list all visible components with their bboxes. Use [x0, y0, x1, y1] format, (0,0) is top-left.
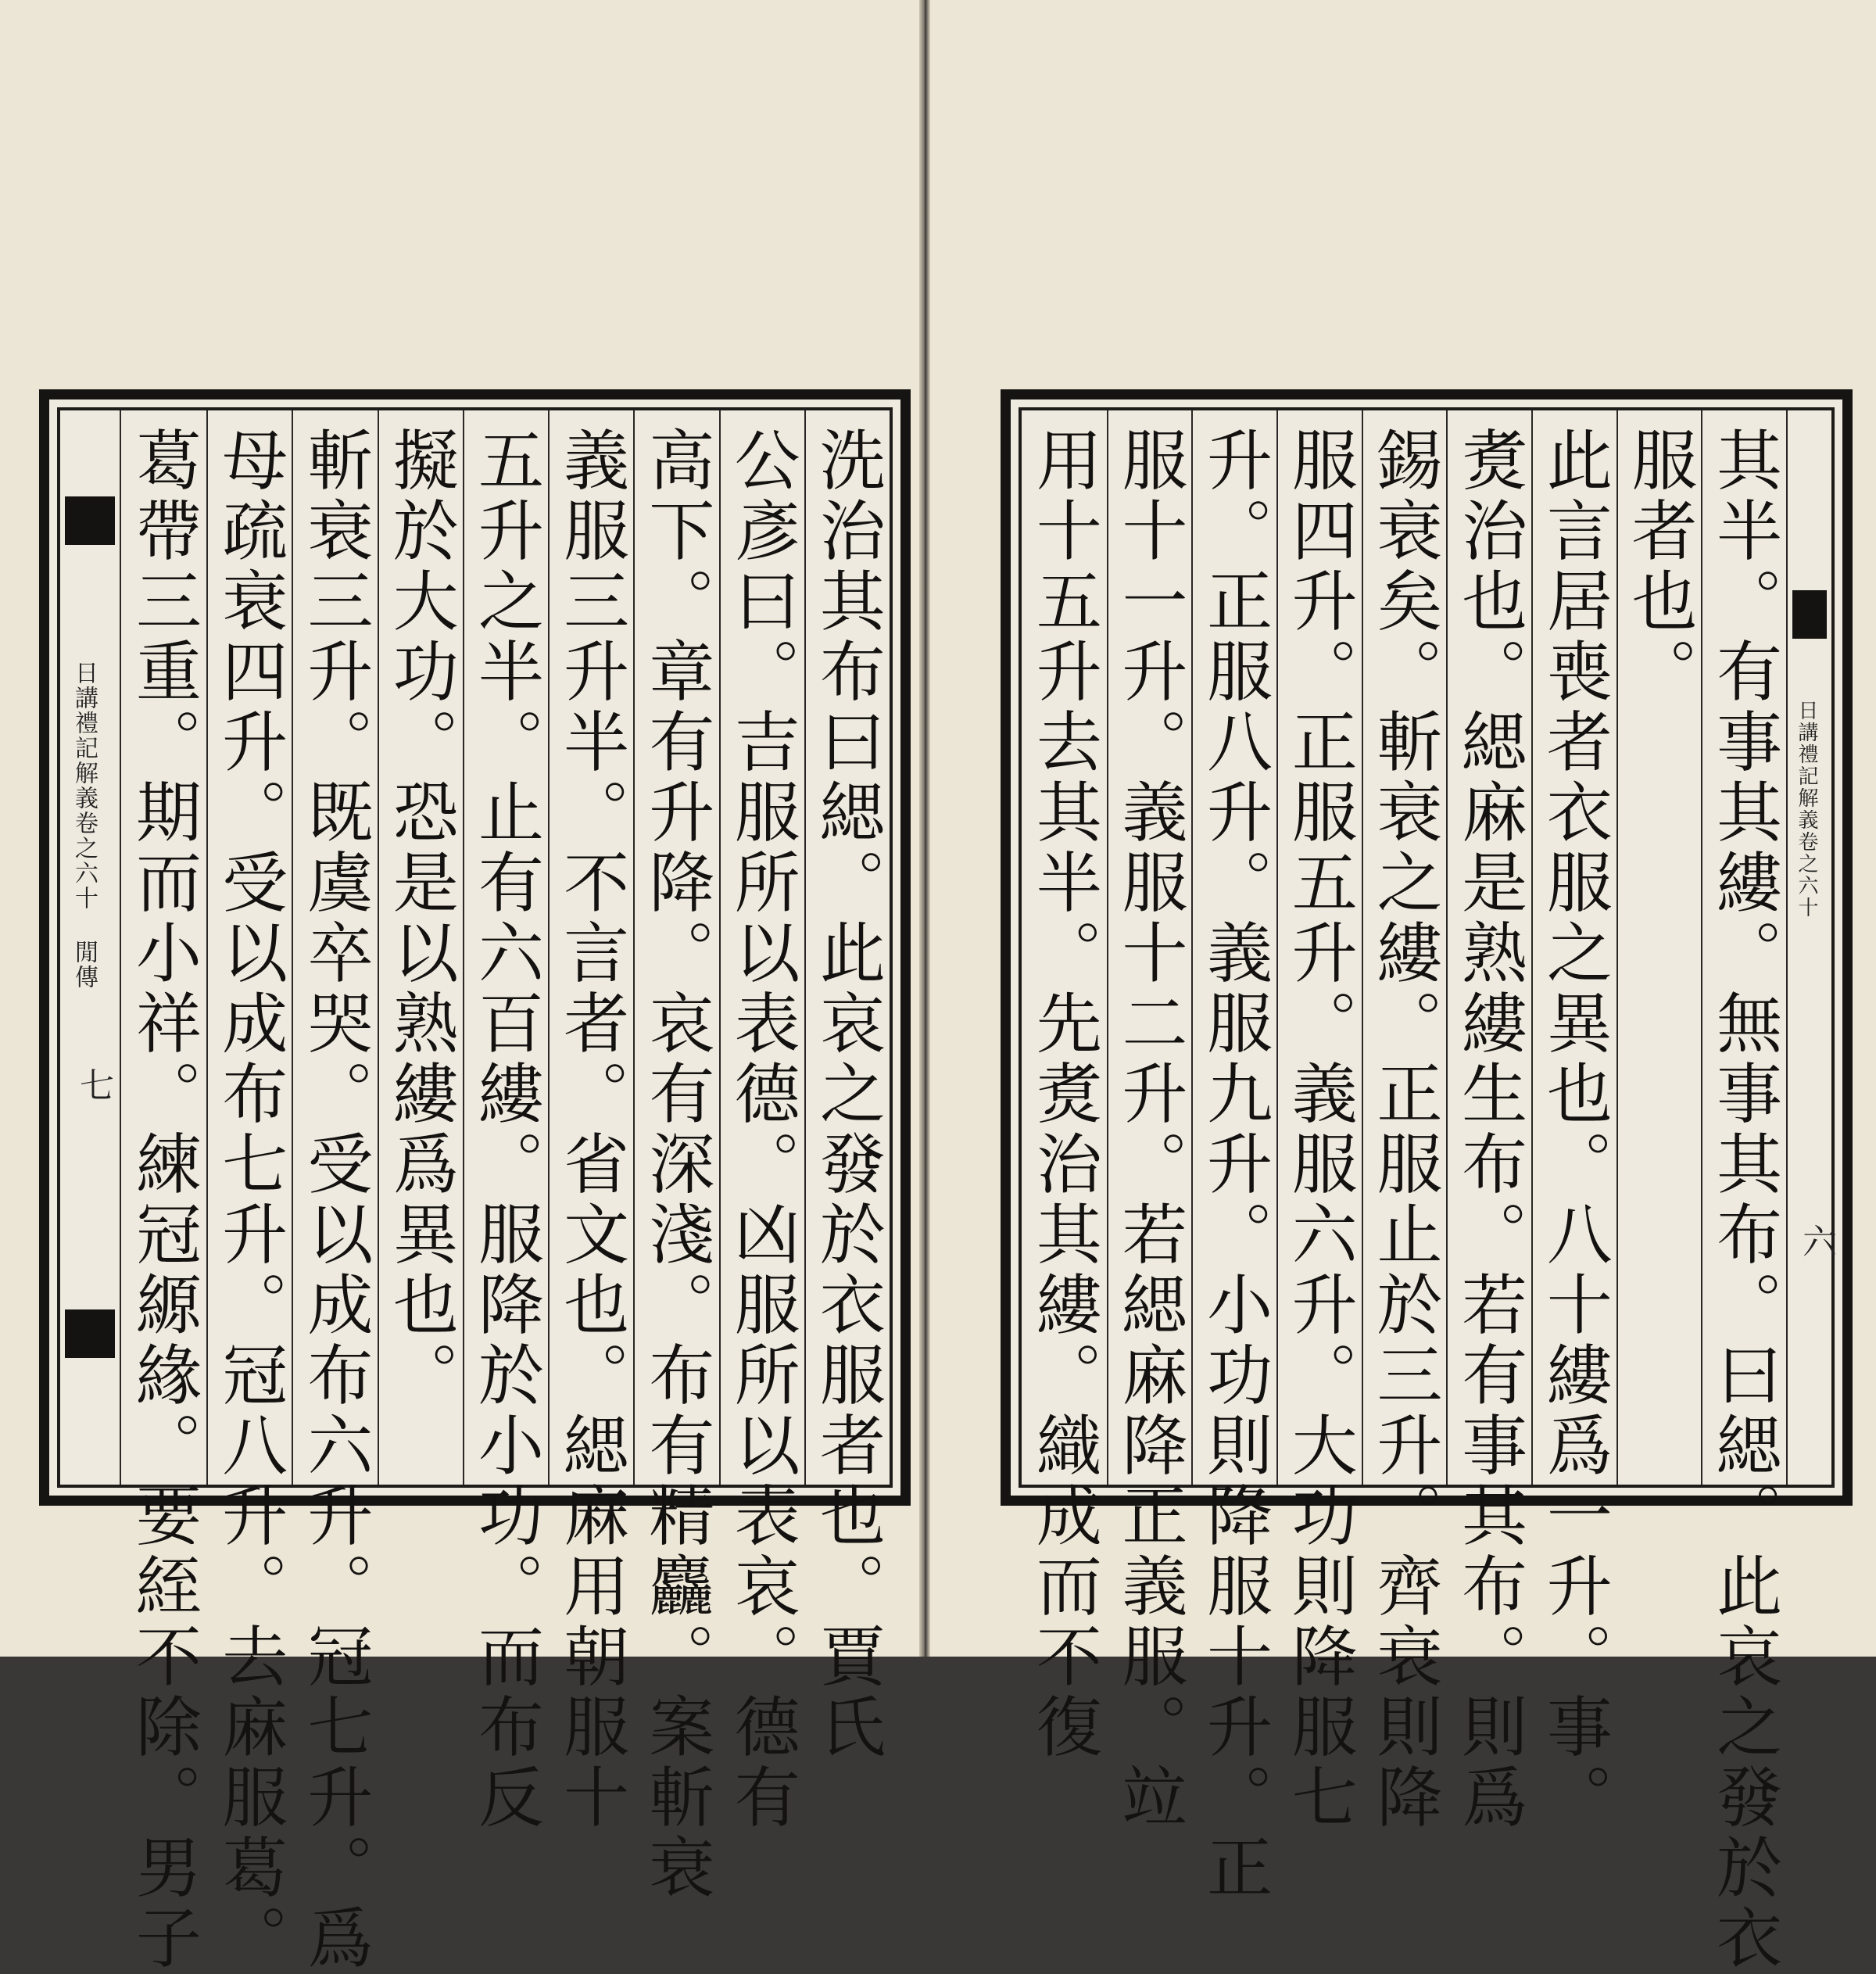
text-column: [1276, 410, 1362, 1833]
column-text: 此言居喪者衣服之異也。八十縷爲一升。事。: [1536, 426, 1613, 1833]
column-text: 煑治也。緦麻是熟縷生布。若有事其布。則爲: [1451, 426, 1528, 1833]
text-column: [378, 410, 463, 1485]
column-text: 服者也。: [1620, 426, 1698, 708]
text-column: [1362, 410, 1447, 1833]
right-text-frame: [1001, 389, 1853, 1974]
text-column: [1446, 410, 1531, 1833]
text-column: [1616, 410, 1702, 1485]
text-column: [463, 410, 548, 1833]
text-column: [548, 410, 633, 1833]
fish-tail-mark: [1792, 590, 1827, 639]
text-column: [121, 410, 206, 1974]
right-inner-border: [1019, 407, 1836, 1974]
column-text: 五升之半。止有六百縷。服降於小功。而布反: [467, 426, 545, 1833]
column-text: 其半。有事其縷。無事其布。曰緦。此哀之發於衣: [1706, 426, 1783, 1974]
fish-tail-mark: [65, 1309, 115, 1358]
right-folio-number: 六: [1796, 1223, 1836, 1258]
right-center-fold: [1786, 410, 1836, 1485]
text-column: [292, 410, 377, 1974]
left-text-columns: [121, 410, 890, 1974]
text-column: [1531, 410, 1616, 1833]
column-text: 升。正服八升。義服九升。小功則降服十升。正: [1196, 426, 1273, 1904]
text-column: [1701, 410, 1786, 1974]
right-banxin-title: 日講禮記解義卷之六十: [1795, 700, 1818, 919]
fish-tail-mark: [65, 496, 115, 545]
column-text: 義服三升半。不言者。省文也。緦麻用朝服十: [553, 426, 630, 1833]
column-text: 擬於大功。恐是以熟縷爲異也。: [382, 426, 460, 1411]
column-text: 服十一升。義服十二升。若緦麻降正義服。竝: [1111, 426, 1188, 1833]
column-text: 錫衰矣。斬衰之縷。正服止於三升。齊衰則降: [1366, 426, 1443, 1833]
right-page: [930, 0, 1876, 1974]
right-text-columns: [1022, 410, 1786, 1974]
text-column: [804, 410, 890, 1763]
column-text: 公彥曰。吉服所以表德。凶服所以表哀。德有: [724, 426, 801, 1833]
text-column: [206, 410, 292, 1974]
column-text: 用十五升去其半。先煑治其縷。織成而不復: [1026, 426, 1103, 1763]
column-text: 洗治其布曰緦。此哀之發於衣服者也。賈氏: [809, 426, 886, 1763]
book-gutter: [919, 0, 930, 1657]
text-column: [1191, 410, 1276, 1904]
left-folio-number: 七: [73, 1067, 113, 1102]
left-inner-border: [57, 407, 893, 1974]
left-page: [0, 0, 922, 1974]
text-column: [1022, 410, 1107, 1763]
text-column: [719, 410, 804, 1833]
left-banxin-title: 日講禮記解義卷之六十 閒傳: [70, 661, 98, 990]
text-column: [1107, 410, 1192, 1833]
column-text: 斬衰三升。既虞卒哭。受以成布六升。冠七升。爲: [296, 426, 374, 1974]
left-text-frame: [39, 389, 911, 1974]
column-text: 葛帶三重。期而小祥。練冠縓緣。要絰不除。男子: [125, 426, 202, 1974]
column-text: 服四升。正服五升。義服六升。大功則降服七: [1281, 426, 1359, 1833]
left-center-fold: [60, 410, 121, 1485]
column-text: 高下。章有升降。哀有深淺。布有精麤。案斬衰: [638, 426, 715, 1904]
text-column: [633, 410, 718, 1904]
column-text: 母疏衰四升。受以成布七升。冠八升。去麻服葛。: [211, 426, 288, 1974]
